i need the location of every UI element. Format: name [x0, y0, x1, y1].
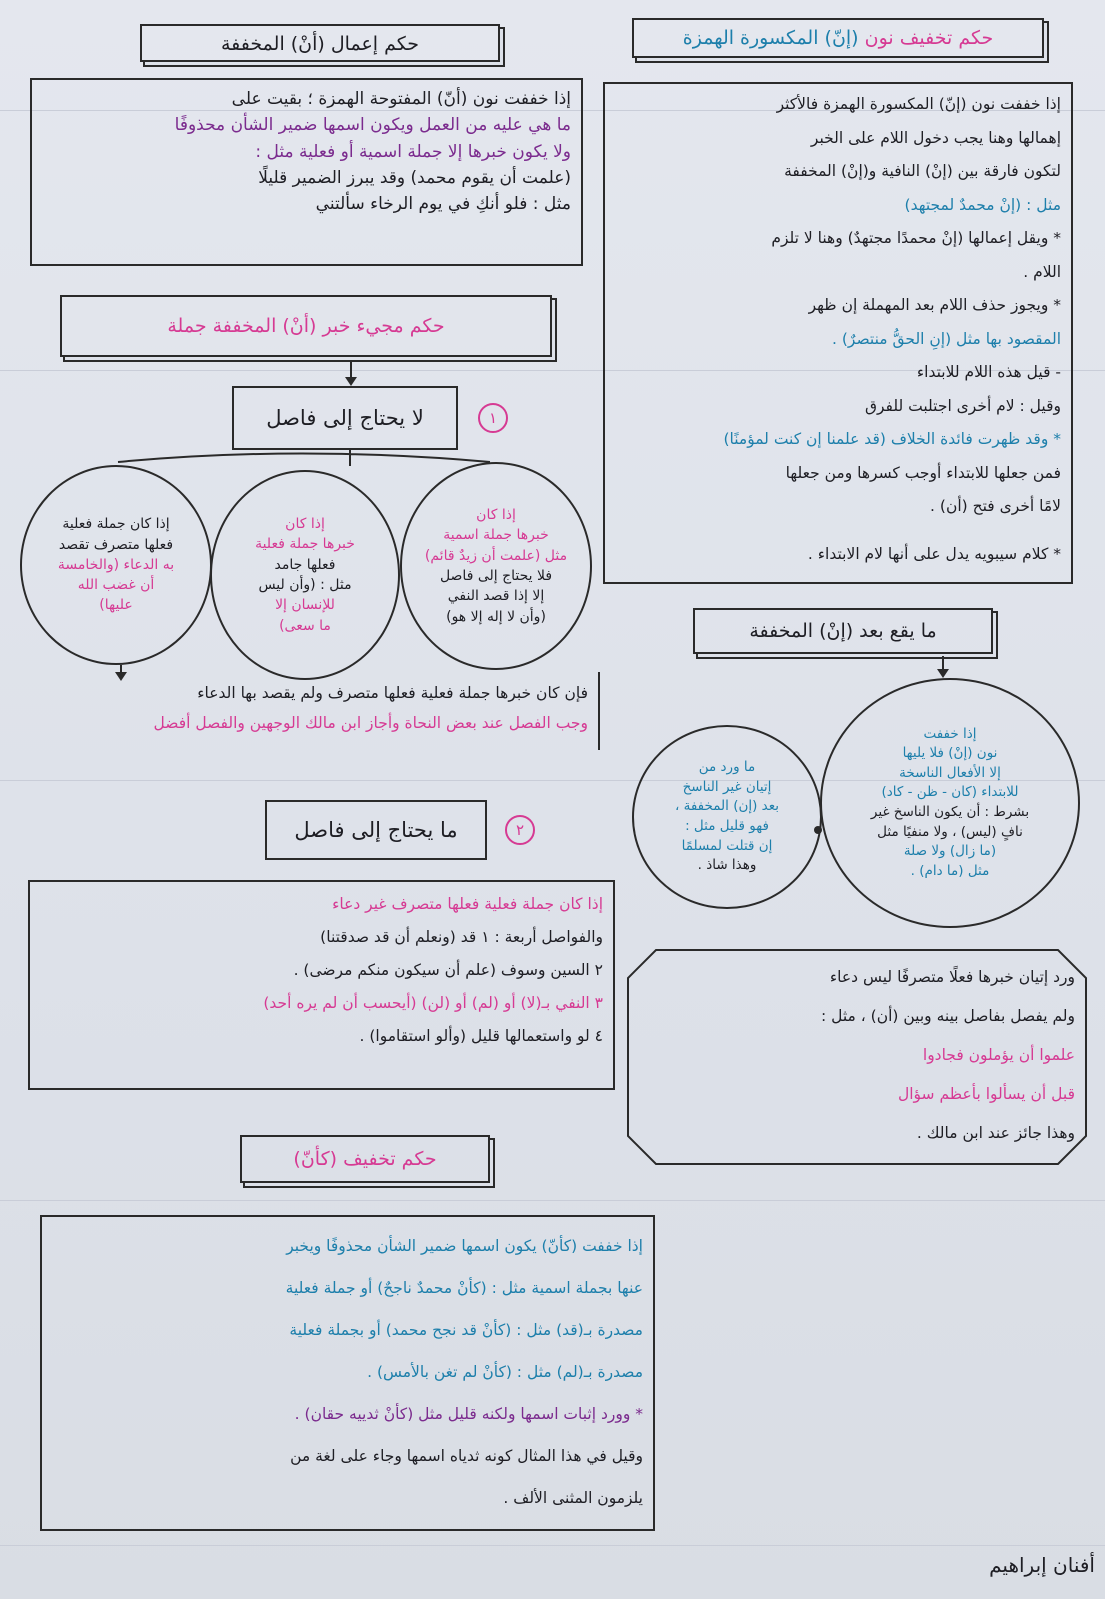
box-text: [263, 888, 603, 1053]
box-text: [723, 88, 1061, 571]
text-line: فإن كان خبرها جملة فعلية فعلها متصرف ولم يقصد بها الدعاء: [197, 684, 588, 702]
text-line: * وورد إثبات اسمها ولكنه قليل مثل (كأنْ ثدييه حقان) .: [294, 1405, 643, 1423]
text-line: وقيل : لام أخرى اجتلبت للفرق: [864, 396, 1061, 415]
signature: أفنان إبراهيم: [989, 1553, 1095, 1577]
text-line: عنها بجملة اسمية مثل : (كأنْ محمدٌ ناجحٌ) أو جملة فعلية: [285, 1279, 643, 1297]
arrow-down-icon: [942, 656, 944, 670]
box-text: [154, 678, 588, 738]
text-line: إذا كان جملة فعلية فعلها متصرف غير دعاء: [332, 895, 603, 913]
list-item: ٣ النفي بـ(لا) أو (لم) أو (لن) (أيحسب أن لم يره أحد): [263, 994, 603, 1012]
text-line: * كلام سيبويه يدل على أنها لام الابتداء .: [807, 544, 1061, 563]
ruled-line: [0, 1200, 1105, 1201]
text-line: وجب الفصل عند بعض النحاة وأجاز ابن مالك الوجهين والفصل أفضل: [153, 714, 588, 732]
text-line: خبرها جملة فعلية: [255, 536, 355, 553]
text-line: إلا الأفعال الناسخة: [899, 764, 1001, 781]
box-text: [286, 1225, 643, 1519]
title-part: حكم تخفيف نون: [864, 27, 994, 49]
text-line: لامًا أخرى فتح (أن) .: [930, 497, 1061, 515]
text-line: إن قتلت لمسلمًا: [681, 837, 773, 854]
text-line: (ما زال) ولا صلة: [903, 843, 997, 860]
needs-separator-box: ما يحتاج إلى فاصل: [265, 800, 487, 860]
text-line: فعلها جامد: [274, 556, 336, 573]
text-line: لتكون فارقة بين (إنْ) النافية و(إنْ) المخففة: [784, 162, 1061, 180]
text-line: علموا أن يؤملون فجادوا: [922, 1046, 1075, 1064]
text-line: اللام .: [1023, 262, 1061, 281]
text-line: * ويجوز حذف اللام بعد المهملة إن ظهر: [808, 296, 1061, 314]
text-line: ولم يفصل بفاصل بينه وبين (أن) ، مثل :: [820, 1007, 1075, 1025]
text-line: فهو قليل مثل :: [685, 818, 769, 834]
text-line: إذا خففت (كأنّ) يكون اسمها ضمير الشأن محذوفًا ويخبر: [286, 1237, 643, 1255]
number-badge: ٢: [505, 815, 535, 845]
text-line: بشرط : أن يكون الناسخ غير: [870, 804, 1030, 820]
circle-non-naskh: [632, 725, 822, 909]
text-line: وهذا جائز عند ابن مالك .: [916, 1124, 1075, 1142]
text-line: بعد (إن) المخففة ،: [674, 798, 780, 815]
text-line: ما ورد من: [698, 759, 756, 776]
text-line: والفواصل أربعة : ١ قد (ونعلم أن قد صدقتنا): [320, 928, 603, 946]
text-line: للإنسان إلا: [275, 597, 335, 614]
text-line: * وقد ظهرت فائدة الخلاف (قد علمنا إن كنت لمؤمنًا): [723, 430, 1061, 448]
circle-dua-verb: [20, 465, 212, 665]
text-line: وهذا شاذ .: [697, 857, 757, 874]
text-line: للابتداء (كان - ظن - كاد): [881, 784, 1019, 801]
text-line: إذا كان: [476, 507, 516, 524]
text-line: إذا كان جملة فعلية: [62, 516, 170, 533]
text-line: إذا خففت: [923, 725, 977, 742]
text-line: إذا خففت نون (إنّ) المكسورة الهمزة فالأكثر: [776, 95, 1061, 113]
text-line: ولا يكون خبرها إلا جملة اسمية أو فعلية مثل :: [255, 141, 571, 162]
circle-naskh-verbs: [820, 678, 1080, 928]
text-line: إذا كان: [285, 516, 325, 533]
left-section-title: حكم إعمال (أنْ) المخففة: [140, 24, 500, 62]
text-line: فعلها متصرف تقصد: [58, 536, 174, 553]
text-line: مثل : (وأن ليس: [258, 577, 352, 593]
text-line: ورد إتيان خبرها فعلًا متصرفًا ليس دعاء: [829, 968, 1075, 986]
text-line: وقيل في هذا المثال كونه ثدياه اسمها وجاء على لغة من: [290, 1447, 643, 1465]
text-line: عليها): [99, 597, 133, 614]
separator-note-box: [25, 672, 600, 750]
kaanna-title: حكم تخفيف (كأنّ): [240, 1135, 490, 1183]
text-line: نافٍ (ليس) ، ولا منفيًا مثل: [877, 823, 1023, 840]
after-in-title: ما يقع بعد (إنْ) المخففة: [693, 608, 993, 654]
text-line: - قيل هذه اللام للابتداء: [916, 363, 1061, 381]
text-line: مثل (ما دام) .: [910, 862, 990, 879]
kaanna-box: [40, 1215, 655, 1531]
list-item: ٤ لو واستعمالها قليل (وألو استقاموا) .: [359, 1027, 603, 1045]
text-line: فمن جعلها للابتداء أوجب كسرها ومن جعلها: [785, 463, 1061, 482]
text-line: المقصود بها مثل (إنِ الحقُّ منتصرٌ) .: [832, 329, 1061, 348]
branch-connector: [0, 0, 620, 480]
khabar-jumla-title: حكم مجيء خبر (أنْ) المخففة جملة: [60, 295, 552, 357]
text-line: يلزمون المثنى الألف .: [503, 1489, 643, 1507]
octagon-text: [821, 958, 1075, 1153]
text-line: مصدرة بـ(لم) مثل : (كأنْ لم تغن بالأمس) .: [367, 1363, 643, 1381]
circle-nominal-khabar: [400, 462, 592, 670]
text-line: أن غضب الله: [77, 577, 155, 594]
text-line: خبرها جملة اسمية: [443, 527, 549, 544]
text-line: مصدرة بـ(قد) مثل : (كأنْ قد نجح محمد) أو بجملة فعلية: [289, 1321, 643, 1339]
separators-list-box: [28, 880, 615, 1090]
text-line: إلا إذا قصد النفي: [447, 588, 545, 605]
text-line: مثل (علمت أن زيدٌ قائم): [424, 547, 568, 564]
text-line: (علمت أن يقوم محمد) وقد يبرز الضمير قليلًا: [258, 168, 571, 189]
no-separator-box: لا يحتاج إلى فاصل: [232, 386, 458, 450]
text-line: فلا يحتاج إلى فاصل: [439, 568, 553, 584]
text-line: مثل : فلو أنكِ في يوم الرخاء سألتني: [315, 194, 571, 215]
text-line: قبل أن يسألوا بأعظم سؤال: [897, 1085, 1075, 1103]
ruled-line: [0, 1545, 1105, 1546]
text-line: نون (إنْ) فلا يليها: [902, 745, 998, 762]
text-line: * ويقل إعمالها (إنْ محمدًا مجتهدٌ) وهنا لا تلزم: [771, 229, 1061, 247]
circle-jamid-verb: [210, 470, 400, 680]
text-line: (وأن لا إله إلا هو): [446, 608, 546, 625]
title-part: (إنّ) المكسورة الهمزة: [682, 27, 859, 49]
text-line: ما هي عليه من العمل ويكون اسمها ضمير الشأن محذوفًا: [174, 115, 571, 136]
text-line: به الدعاء (والخامسة: [57, 556, 175, 573]
right-section-title: [632, 18, 1044, 58]
text-line: إهمالها وهنا يجب دخول اللام على الخبر: [810, 128, 1061, 147]
text-line: إتيان غير الناسخ: [682, 778, 772, 795]
text-line: مثل : (إنْ محمدٌ لمجتهد): [904, 195, 1061, 214]
number-badge: ١: [478, 403, 508, 433]
text-line: إذا خففت نون (أنّ) المفتوحة الهمزة ؛ بقيت على: [231, 89, 571, 109]
inna-mukhaffafa-box: [603, 82, 1073, 584]
list-item: ٢ السين وسوف (علم أن سيكون منكم مرضى) .: [293, 961, 603, 979]
text-line: ما سعى): [279, 617, 331, 634]
